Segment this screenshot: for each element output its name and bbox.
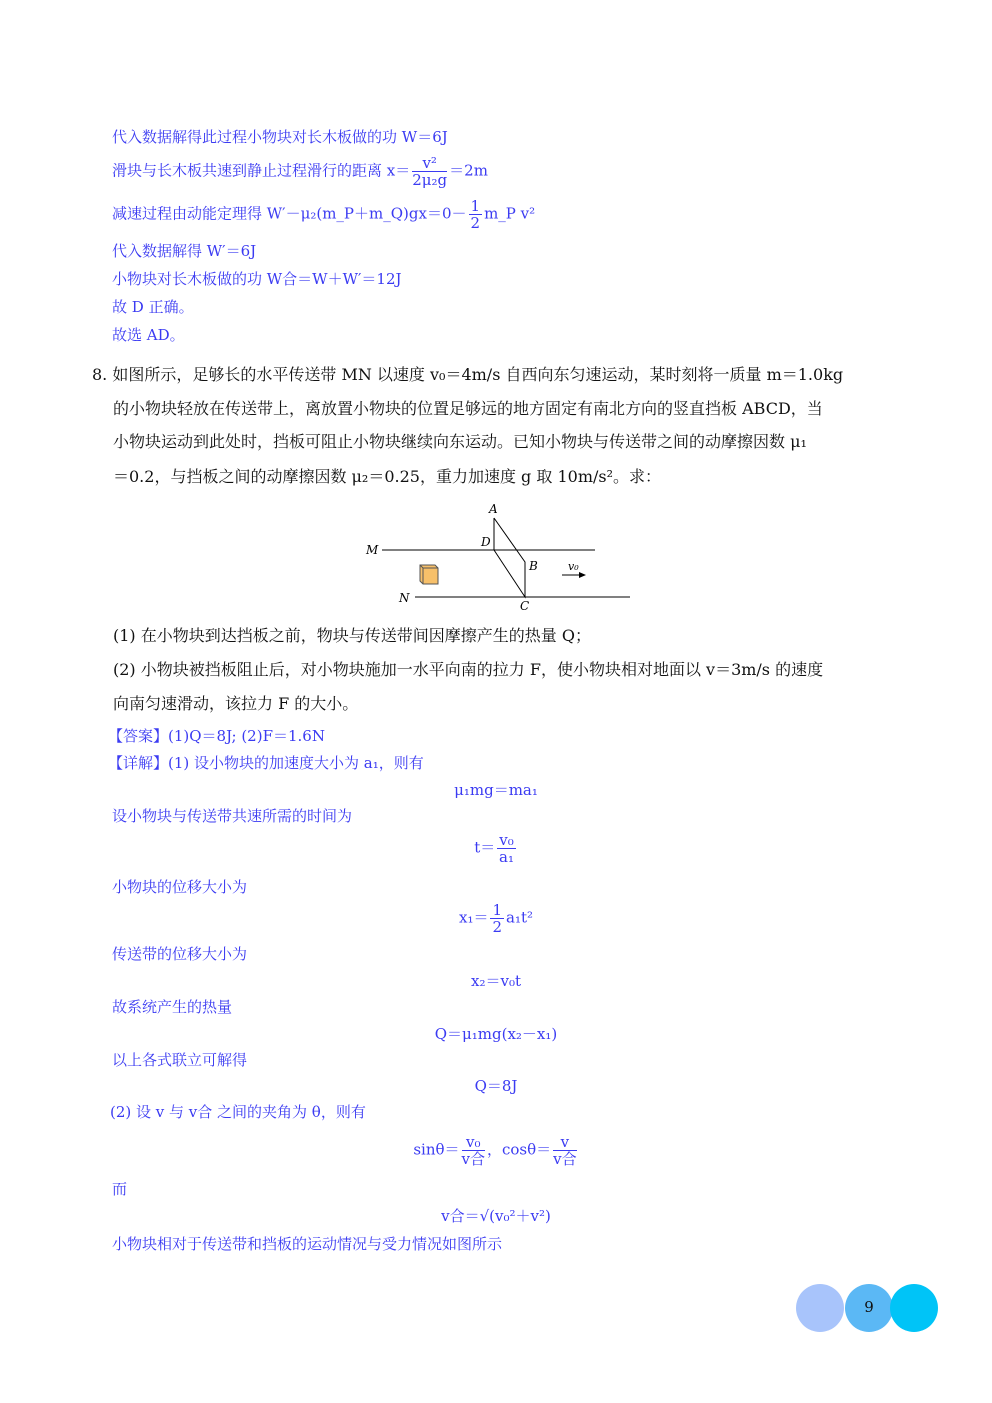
num: v₀: [462, 1134, 485, 1151]
den: v合: [461, 1150, 485, 1168]
solution-text: 传送带的位移大小为: [112, 945, 248, 963]
text: t＝: [474, 838, 496, 857]
page-number: 9: [845, 1284, 893, 1332]
answer: 【答案】(1)Q＝8J; (2)F＝1.6N: [108, 727, 325, 745]
solution-text: 小物块相对于传送带和挡板的运动情况与受力情况如图所示: [112, 1235, 503, 1253]
text: x₁＝: [458, 908, 489, 927]
num: v²: [412, 155, 447, 172]
fraction: [469, 198, 483, 231]
prev-line: 小物块对长木板做的功 W合＝W＋W′＝12J: [112, 270, 402, 288]
text: 减速过程由动能定理得 W′－μ₂(m_P＋m_Q)gx＝0－: [112, 204, 467, 223]
question-2-cont: 向南匀速滑动，该拉力 F 的大小。: [113, 694, 359, 713]
den: a₁: [499, 848, 514, 866]
text: m_P v²: [484, 204, 536, 223]
fraction: [497, 832, 516, 865]
equation: [0, 902, 992, 935]
prev-line: [112, 198, 535, 231]
equation: Q＝μ₁mg(x₂－x₁): [434, 1025, 558, 1043]
num: v: [553, 1134, 576, 1151]
equation: μ₁mg＝ma₁: [454, 781, 538, 799]
label-n: N: [399, 591, 410, 605]
fraction: [490, 902, 504, 935]
arrow-icon: [579, 572, 586, 578]
prev-line: 代入数据解得 W′＝6J: [112, 242, 257, 260]
text: ＝2m: [449, 161, 488, 180]
detail-heading: 【详解】(1) 设小物块的加速度大小为 a₁，则有: [108, 754, 424, 772]
num: 1: [492, 901, 503, 919]
page-decoration-circle: [796, 1284, 844, 1332]
problem-line: 小物块运动到此处时，挡板可阻止小物块继续向东运动。已知小物块与传送带之间的动摩擦因数 μ₁: [113, 432, 807, 451]
den: 2: [492, 918, 503, 936]
conveyor-figure: [360, 500, 640, 620]
prev-line: 代入数据解得此过程小物块对长木板做的功 W＝6J: [112, 128, 448, 146]
label-a: A: [489, 502, 498, 516]
question-1: (1) 在小物块到达挡板之前，物块与传送带间因摩擦产生的热量 Q；: [113, 626, 591, 645]
solution-text: (2) 设 v 与 v合 之间的夹角为 θ，则有: [110, 1103, 366, 1121]
text: 滑块与长木板共速到静止过程滑行的距离 x＝: [112, 161, 411, 180]
label-c: C: [520, 599, 530, 613]
solution-text: 以上各式联立可解得: [112, 1051, 248, 1069]
equation: v合＝√(v₀²＋v²): [441, 1207, 551, 1225]
label-m: M: [366, 543, 379, 557]
label-b: B: [529, 559, 538, 573]
fraction: [412, 155, 447, 188]
fraction: [553, 1134, 576, 1167]
equation: [0, 1134, 992, 1167]
text: sinθ＝: [413, 1140, 460, 1159]
prev-line: 故选 AD。: [112, 326, 185, 344]
den: 2: [470, 214, 481, 232]
problem-line: 8. 如图所示，足够长的水平传送带 MN 以速度 v₀＝4m/s 自西向东匀速运动，某时刻将一质量 m＝1.0kg: [92, 365, 844, 384]
den: v合: [553, 1150, 577, 1168]
solution-text: 故系统产生的热量: [112, 998, 233, 1016]
text: ，cosθ＝: [487, 1140, 552, 1159]
page-decoration-circle: [890, 1284, 938, 1332]
prev-line: [112, 155, 488, 188]
equation: x₂＝v₀t: [471, 972, 521, 990]
prev-line: 故 D 正确。: [112, 298, 194, 316]
num: 1: [470, 197, 481, 215]
solution-text: 而: [112, 1180, 128, 1198]
label-d: D: [481, 535, 491, 549]
solution-text: 设小物块与传送带共速所需的时间为: [112, 807, 353, 825]
block-icon: [420, 565, 438, 584]
question-2: (2) 小物块被挡板阻止后，对小物块施加一水平向南的拉力 F，使小物块相对地面以 v＝3m/s 的速度: [113, 660, 824, 679]
den: 2μ₂g: [412, 171, 448, 189]
fraction: [462, 1134, 485, 1167]
equation: Q＝8J: [474, 1077, 518, 1095]
text: a₁t²: [506, 908, 534, 927]
num: v₀: [499, 831, 514, 849]
label-v0: v₀: [568, 560, 579, 573]
equation: [0, 832, 992, 865]
problem-line: 的小物块轻放在传送带上，离放置小物块的位置足够远的地方固定有南北方向的竖直挡板 ABCD，当: [113, 399, 823, 418]
problem-line: ＝0.2，与挡板之间的动摩擦因数 μ₂＝0.25，重力加速度 g 取 10m/s²。求：: [113, 467, 662, 486]
solution-text: 小物块的位移大小为: [112, 878, 248, 896]
